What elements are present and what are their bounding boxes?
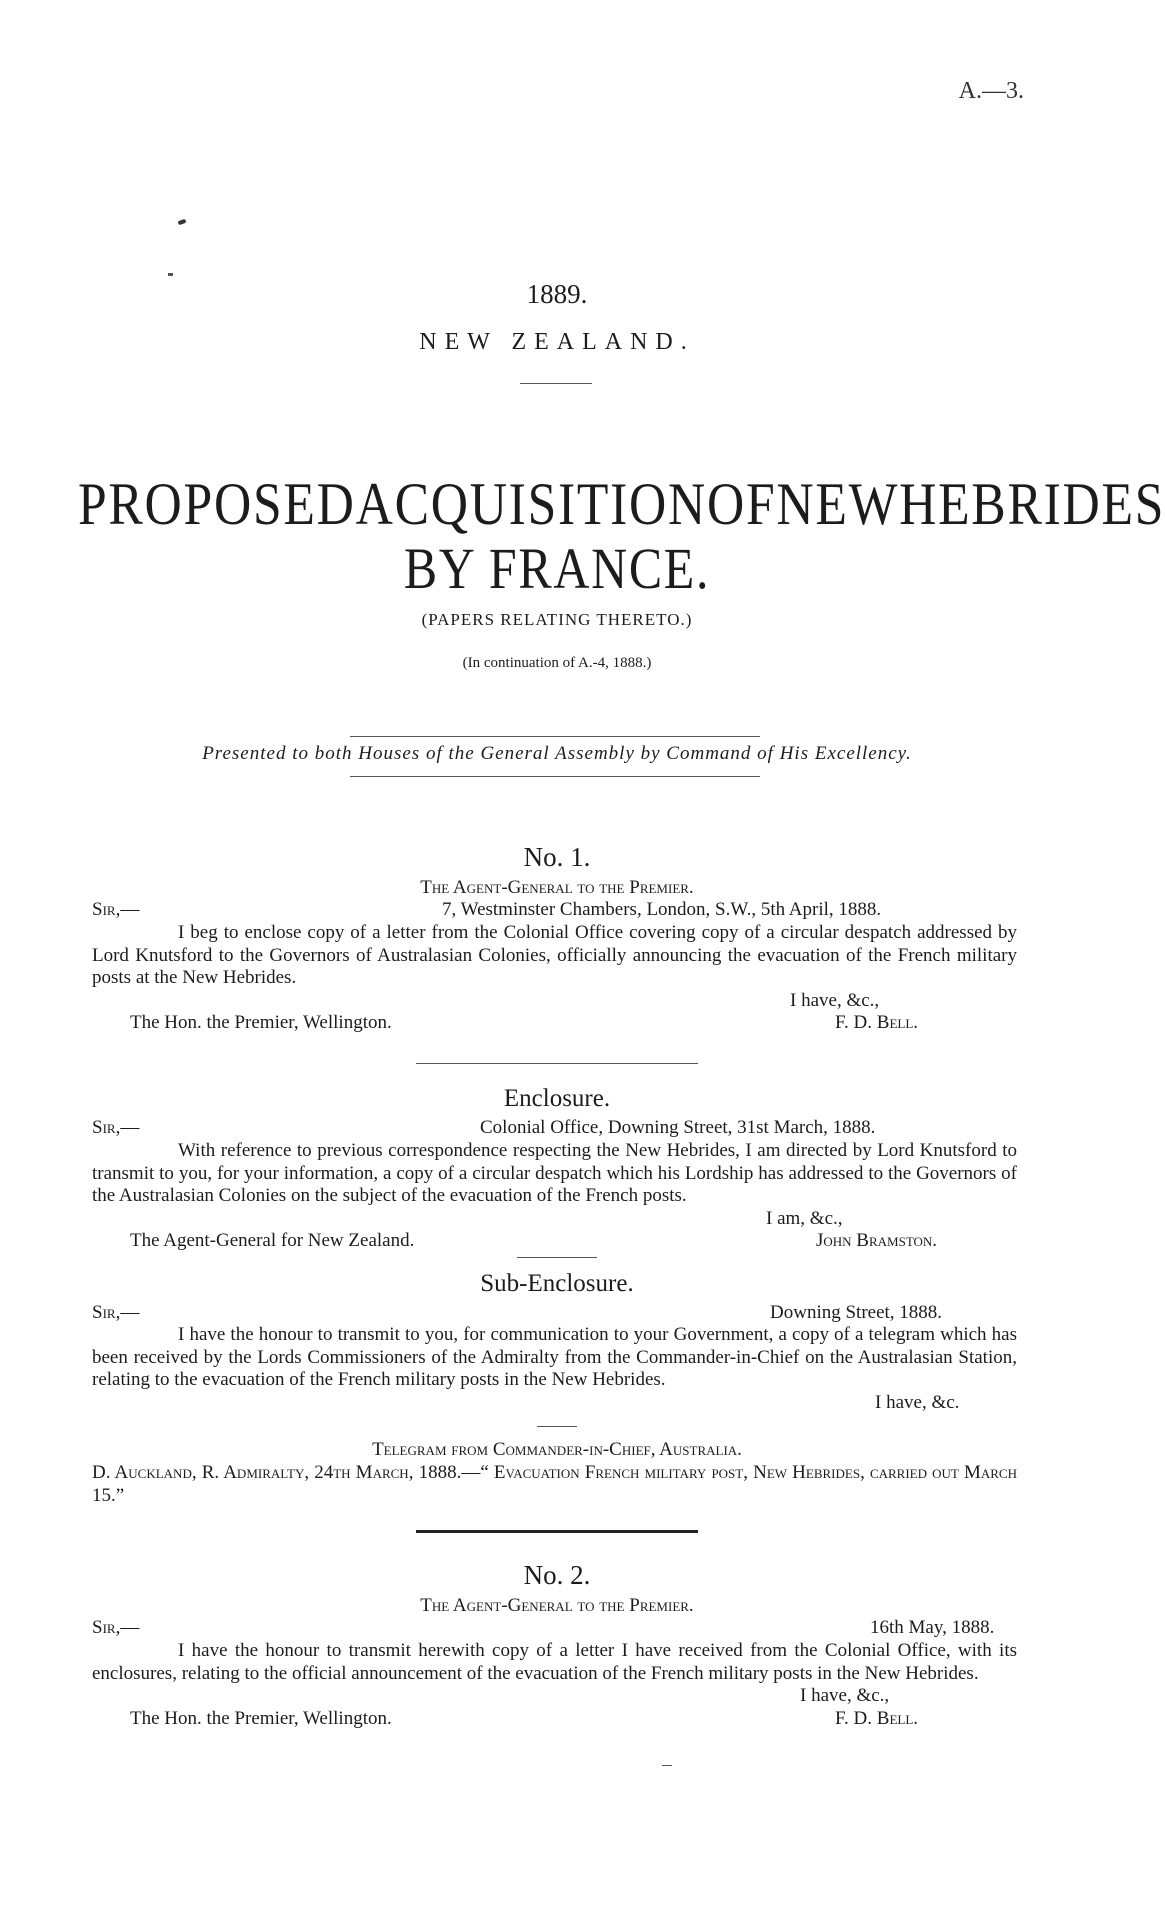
ink-speck: [168, 273, 173, 276]
salutation: Sir,—: [92, 1302, 140, 1323]
closing: I have, &c.,: [800, 1685, 890, 1706]
divider: [517, 1257, 597, 1258]
signature: F. D. Bell.: [835, 1012, 919, 1033]
telegram-heading: Telegram from Commander-in-Chief, Australia.: [372, 1439, 742, 1460]
letter-body: With reference to previous correspondence respecting the New Hebrides, I am directed by Lord Knutsford to transmit to you, for your information, a copy of a circular despatch which his Lordship has addressed to the Governors of the Australasian Colonies on the subject of the evacuation of the French posts.: [92, 1140, 1017, 1206]
letter-number: No. 1.: [523, 842, 591, 872]
sender-address: Colonial Office, Downing Street, 31st March, 1888.: [480, 1117, 876, 1138]
closing: I am, &c.,: [766, 1208, 843, 1229]
continuation-note: (In continuation of A.-4, 1888.): [462, 655, 652, 671]
title-word: HEBRIDES: [899, 471, 1165, 537]
title-word: PROPOSED: [78, 471, 356, 537]
page-code: A.—3.: [958, 78, 1024, 104]
sender-address: Downing Street, 1888.: [770, 1302, 943, 1323]
letter-body: I have the honour to transmit to you, for communication to your Government, a copy of a telegram which has been received by the Lords Commissioners of the Admiralty from the Commander-in-Chief on the Australasian Station, relating to the evacuation of the French military posts in the New Hebrides.: [92, 1324, 1017, 1390]
title-line-1: [78, 470, 1165, 539]
sender-address: 7, Westminster Chambers, London, S.W., 5th April, 1888.: [442, 899, 882, 920]
title-word: ACQUISITION: [355, 471, 708, 537]
thick-divider: [416, 1530, 698, 1533]
salutation: Sir,—: [92, 1617, 140, 1638]
section-title: Enclosure.: [503, 1085, 611, 1112]
closing: I have, &c.,: [790, 990, 880, 1011]
salutation: Sir,—: [92, 1117, 140, 1138]
year: 1889.: [526, 279, 588, 309]
letter-heading: The Agent-General to the Premier.: [420, 1595, 694, 1616]
salutation: Sir,—: [92, 899, 140, 920]
presented-line: Presented to both Houses of the General Assembly by Command of His Excellency.: [202, 743, 912, 764]
title-word: OF: [707, 471, 777, 537]
divider: [520, 383, 592, 384]
telegram-text: D. Auckland, R. Admiralty, 24th March, 1888.—“ Evacuation French military post, New Hebrides, carried out March 15.”: [92, 1462, 1017, 1506]
divider: [537, 1426, 577, 1427]
recipient: The Hon. the Premier, Wellington.: [130, 1708, 392, 1729]
country: NEW ZEALAND.: [419, 329, 695, 355]
subtitle: (PAPERS RELATING THERETO.): [421, 610, 693, 629]
divider: [662, 1765, 672, 1766]
letter-body: I beg to enclose copy of a letter from the Colonial Office covering copy of a circular despatch addressed by Lord Knutsford to the Governors of Australasian Colonies, officially announcing the evacuation of the French military posts at the New Hebrides.: [92, 922, 1017, 988]
title-word: NEW: [776, 471, 900, 537]
signature: F. D. Bell.: [835, 1708, 919, 1729]
title-line-2: BY FRANCE.: [403, 536, 711, 601]
divider: [350, 736, 760, 737]
recipient: The Hon. the Premier, Wellington.: [130, 1012, 392, 1033]
letter-body: I have the honour to transmit herewith copy of a letter I have received from the Colonial Office, with its enclosures, relating to the official announcement of the evacuation of the French military posts in the New Hebrides.: [92, 1640, 1017, 1684]
divider: [350, 776, 760, 777]
letter-heading: The Agent-General to the Premier.: [420, 877, 694, 898]
section-title: Sub-Enclosure.: [480, 1270, 634, 1297]
letter-number: No. 2.: [523, 1560, 591, 1590]
ink-speck: [178, 219, 187, 225]
recipient: The Agent-General for New Zealand.: [130, 1230, 415, 1251]
sender-address: 16th May, 1888.: [870, 1617, 995, 1638]
divider: [416, 1063, 698, 1064]
closing: I have, &c.: [875, 1392, 960, 1413]
signature: John Bramston.: [816, 1230, 938, 1251]
